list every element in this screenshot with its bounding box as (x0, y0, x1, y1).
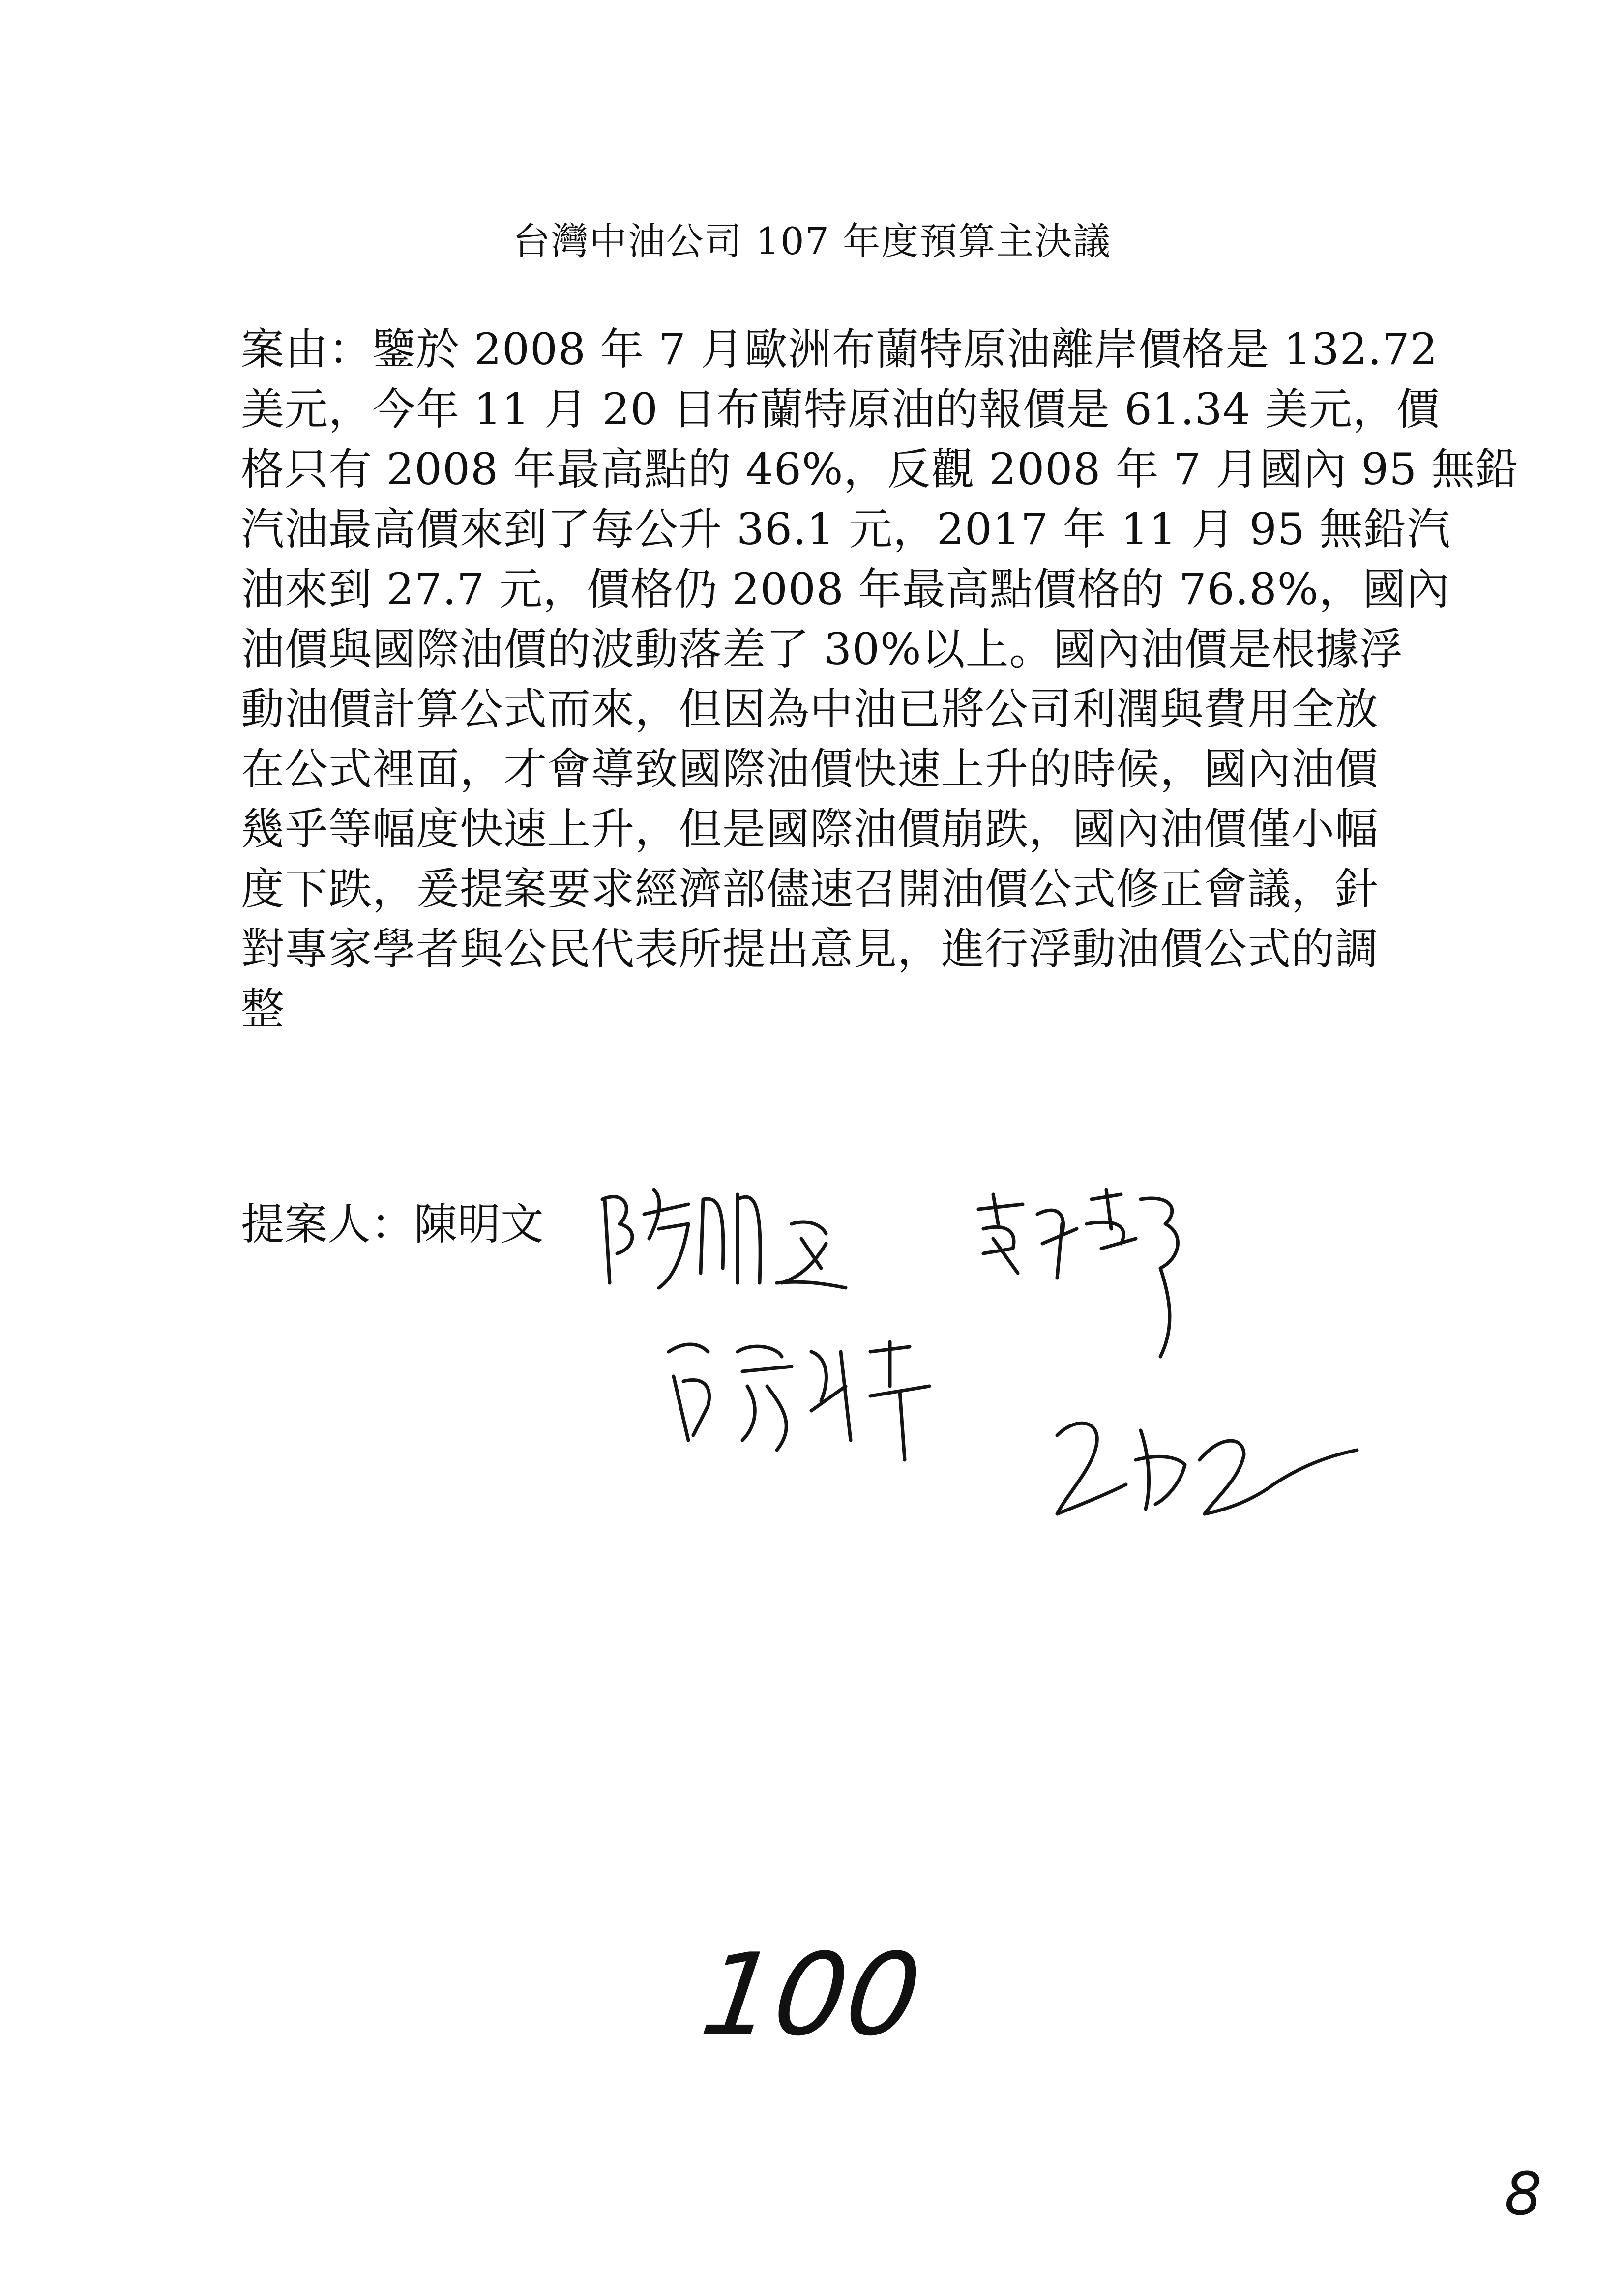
body-line: 度下跌，爰提案要求經濟部儘速召開油價公式修正會議，針 (241, 864, 1379, 914)
signature-2 (964, 1170, 1219, 1376)
document-title: 台灣中油公司 107 年度預算主決議 (512, 219, 1112, 263)
handwritten-page-number: 100 (694, 1930, 928, 2061)
resolution-body (241, 320, 1519, 1039)
body-line: 美元，今年 11 月 20 日布蘭特原油的報價是 61.34 美元，價 (241, 384, 1440, 435)
body-line: 格只有 2008 年最高點的 46%，反觀 2008 年 7 月國內 95 無鉛 (241, 444, 1519, 494)
body-line: 油價與國際油價的波動落差了 30%以上。國內油價是根據浮 (241, 624, 1403, 674)
corner-page-mark: 8 (1505, 2160, 1542, 2229)
proposer-label: 提案人： (241, 1199, 414, 1250)
body-line: 動油價計算公式而來，但因為中油已將公司利潤與費用全放 (241, 684, 1379, 734)
signature-3 (654, 1322, 959, 1470)
proposer-line (241, 1194, 544, 1254)
signature-1 (590, 1170, 865, 1298)
body-line: 整 (241, 984, 285, 1034)
body-line: 案由：鑒於 2008 年 7 月歐洲布蘭特原油離岸價格是 132.72 (241, 324, 1438, 375)
body-line: 對專家學者與公民代表所提出意見，進行浮動油價公式的調 (241, 924, 1379, 974)
body-line: 油來到 27.7 元，價格仍 2008 年最高點價格的 76.8%，國內 (241, 564, 1450, 614)
signature-4 (1037, 1401, 1372, 1529)
proposer-name: 陳明文 (414, 1199, 544, 1250)
body-line: 幾乎等幅度快速上升，但是國際油價崩跌，國內油價僅小幅 (241, 804, 1379, 854)
body-line: 在公式裡面，才會導致國際油價快速上升的時候，國內油價 (241, 744, 1379, 794)
body-line: 汽油最高價來到了每公升 36.1 元，2017 年 11 月 95 無鉛汽 (241, 504, 1451, 554)
